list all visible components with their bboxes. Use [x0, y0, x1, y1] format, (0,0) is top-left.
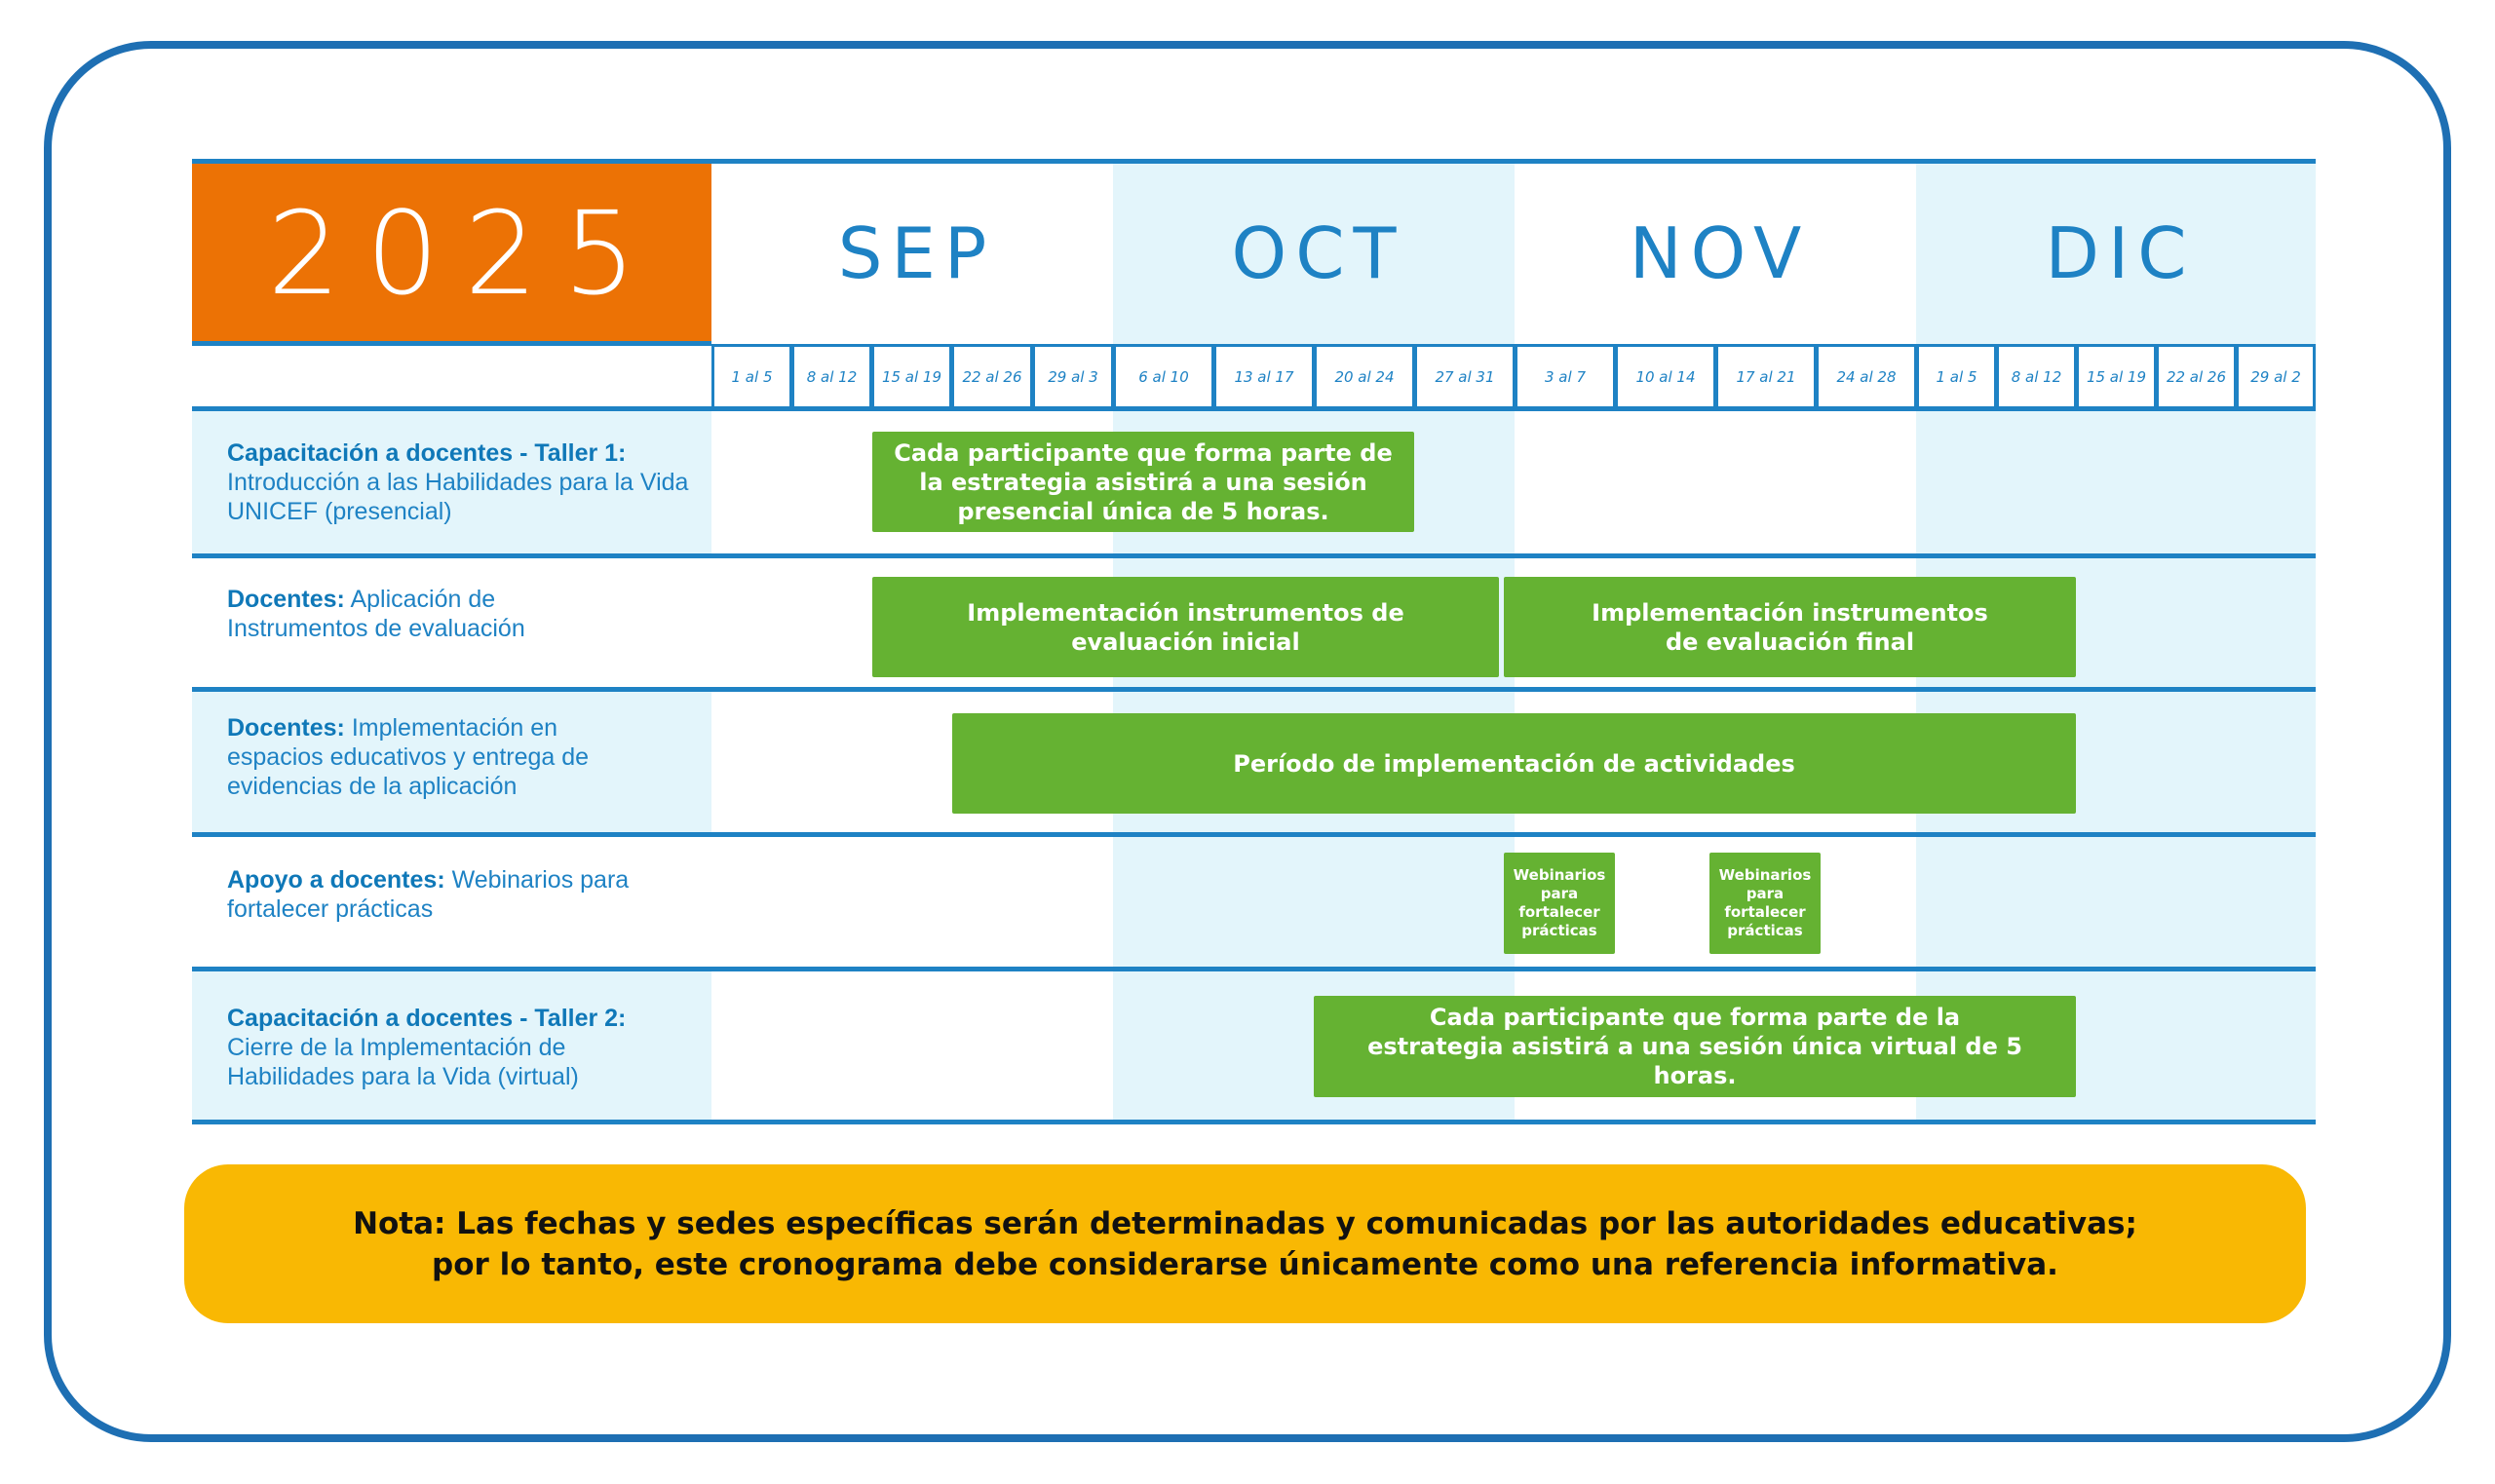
rule-header-bottom — [192, 341, 711, 346]
rule-bottom — [192, 1120, 2316, 1124]
week-cell: 27 al 31 — [1414, 344, 1516, 409]
row-label-implementacion — [227, 713, 656, 801]
week-cell: 15 al 19 — [871, 344, 952, 409]
row-label-taller1 — [227, 438, 695, 526]
row-label-bold: Docentes: — [227, 714, 345, 742]
bar-eval-final: Implementación instrumentos de evaluación final — [1504, 577, 2076, 677]
row-label-text: Aplicación de Instrumentos de evaluación — [227, 586, 525, 642]
week-cell: 22 al 26 — [951, 344, 1033, 409]
note-line-1: Nota: Las fechas y sedes específicas serán determinadas y comunicadas por las autoridades educativas; — [353, 1205, 2137, 1241]
week-cell: 1 al 5 — [1916, 344, 1997, 409]
week-cell: 8 al 12 — [1996, 344, 2077, 409]
week-cell: 6 al 10 — [1113, 344, 1214, 409]
bar-webinar-2: Webinarios para fortalecer prácticas — [1709, 853, 1821, 954]
week-cell: 17 al 21 — [1715, 344, 1817, 409]
bar-taller2: Cada participante que forma parte de la estrategia asistirá a una sesión única virtual de 5 horas. — [1314, 996, 2076, 1097]
row-label-bold: Capacitación a docentes - Taller 2: — [227, 1005, 627, 1032]
week-cell: 1 al 5 — [711, 344, 792, 409]
bar-periodo: Período de implementación de actividades — [952, 713, 2076, 814]
week-cell: 24 al 28 — [1816, 344, 1917, 409]
month-nov: NOV — [1629, 212, 1811, 294]
row-label-text: Introducción a las Habilidades para la Vida UNICEF (presencial) — [227, 469, 689, 525]
month-dic: DIC — [2045, 212, 2196, 294]
week-cell: 22 al 26 — [2156, 344, 2237, 409]
week-cell: 15 al 19 — [2076, 344, 2157, 409]
week-cell: 8 al 12 — [791, 344, 872, 409]
bar-eval-inicial: Implementación instrumentos de evaluación inicial — [872, 577, 1499, 677]
row-label-apoyo — [227, 865, 675, 924]
bar-taller1: Cada participante que forma parte de la estrategia asistirá a una sesión presencial única de 5 horas. — [872, 432, 1414, 532]
note-line-2: por lo tanto, este cronograma debe considerarse únicamente como una referencia informativa. — [432, 1246, 2058, 1282]
row-label-bold: Capacitación a docentes - Taller 1: — [227, 439, 627, 467]
row-label-bold: Apoyo a docentes: — [227, 866, 445, 894]
rule-weeks-bottom — [192, 406, 2316, 411]
rule-top — [192, 159, 2316, 164]
rule-row-2 — [192, 687, 2316, 692]
bar-webinar-1: Webinarios para fortalecer prácticas — [1504, 853, 1615, 954]
rule-row-4 — [192, 967, 2316, 971]
row-label-text: Implementación en espacios educativos y entrega de evidencias de la aplicación — [227, 714, 590, 800]
note-box — [184, 1164, 2306, 1323]
rule-row-1 — [192, 553, 2316, 558]
month-oct: OCT — [1231, 212, 1405, 294]
month-sep: SEP — [837, 212, 996, 294]
year-label: 2025 — [192, 163, 711, 344]
week-cell: 10 al 14 — [1615, 344, 1716, 409]
row-label-taller2 — [227, 1004, 695, 1091]
row-label-text: Webinarios para fortalecer prácticas — [227, 866, 630, 923]
row-label-evaluacion — [227, 585, 617, 643]
rule-row-3 — [192, 832, 2316, 837]
week-cell: 3 al 7 — [1515, 344, 1616, 409]
week-cell: 13 al 17 — [1213, 344, 1315, 409]
week-cell: 29 al 2 — [2236, 344, 2316, 409]
row-label-bold: Docentes: — [227, 586, 345, 613]
week-cell: 29 al 3 — [1032, 344, 1114, 409]
week-cell: 20 al 24 — [1314, 344, 1415, 409]
row-label-text: Cierre de la Implementación de Habilidades para la Vida (virtual) — [227, 1034, 579, 1090]
